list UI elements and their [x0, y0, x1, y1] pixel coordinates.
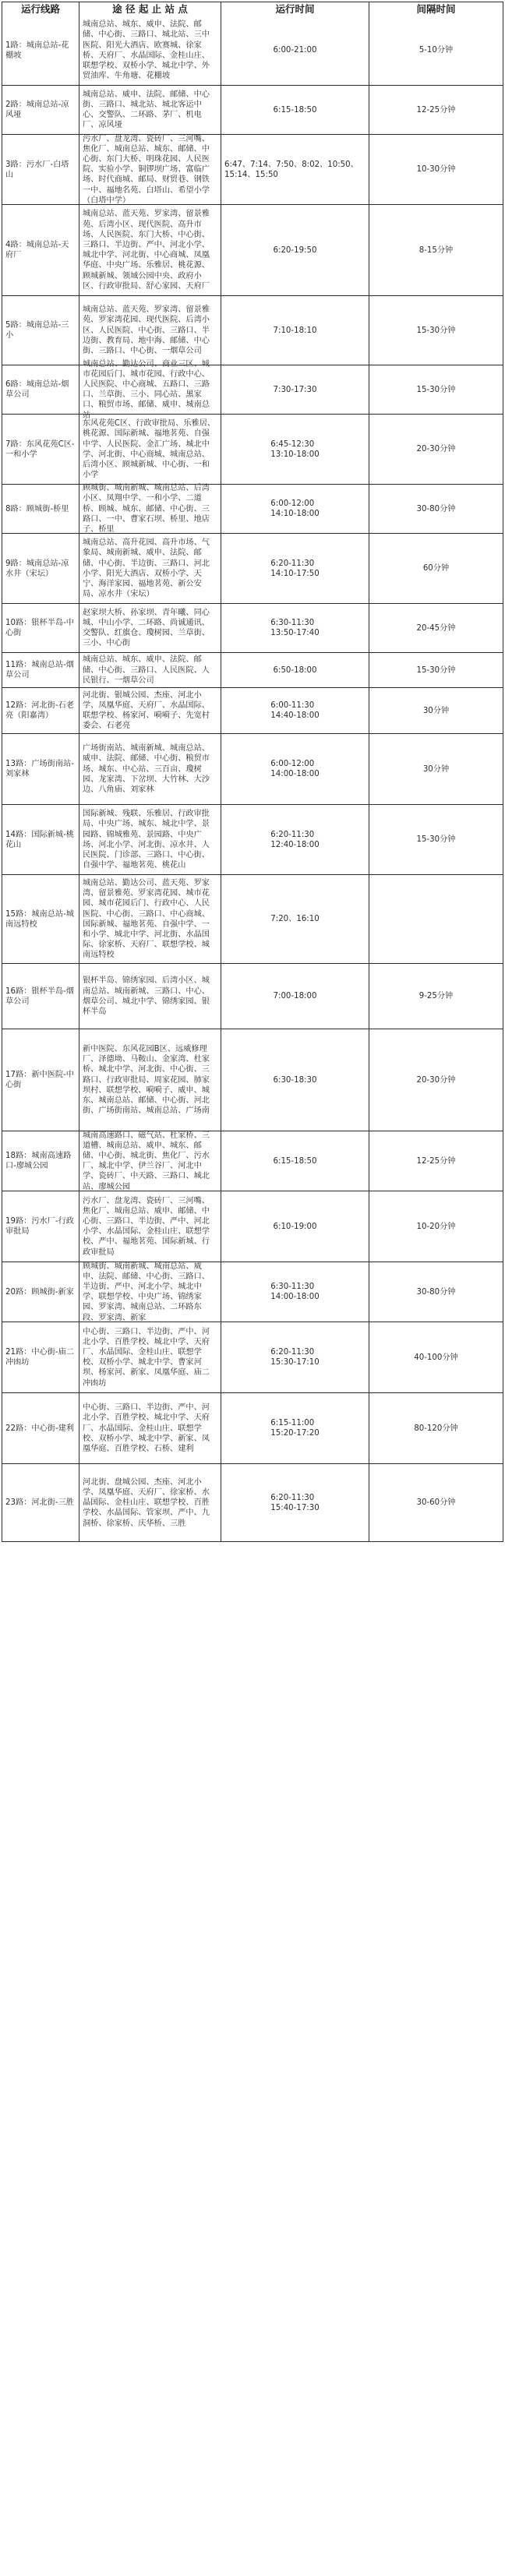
route-time — [221, 1322, 369, 1392]
route-interval: 30分钟 — [369, 734, 503, 804]
route-stops: 赵家坝大桥、孙家坝、青年曦、同心城、中山小学、二环路、尚诚通讯、交警队、红旗仓、瓊树园、兰草街、三小、中心街 — [79, 604, 221, 652]
route-line: 17路：新中医院-中心街 — [5, 1071, 74, 1090]
route-line: 4路：城南总站-天府厂 — [5, 241, 69, 260]
table-row — [2, 1191, 503, 1262]
route-interval: 30-80分钟 — [369, 1262, 503, 1322]
route-time-text: 6:20-11:30 14:10-17:50 — [270, 559, 320, 578]
route-interval: 20-45分钟 — [369, 604, 503, 652]
table-row — [2, 1463, 503, 1541]
header-time: 运行时间 — [221, 2, 369, 16]
route-line: 11路：城南总站-烟草公司 — [5, 661, 74, 680]
route-stops: 污水厂、盘龙湾、瓷砖厂、三河嘴、焦化厂、城南总站、威申、邮储、中心街、三路口、半边街、严中、河北小学、水晶国际、金桂山庄、联想学校、严中、福地茗苑、国际新城、行政审批局 — [79, 1191, 221, 1262]
table-row — [2, 295, 503, 365]
route-stops: 城南总站、威申、法院、邮储、中心街、三路口、城北站、城北客运中心、交警队、二环路、茅厂、机电厂、凉风垭 — [79, 86, 221, 134]
route-interval: 30-80分钟 — [369, 485, 503, 533]
route-line: 6路：城南总站-烟草公司 — [5, 380, 69, 400]
table-row — [2, 1131, 503, 1191]
route-stops: 城南总站、蓝天苑、罗家湾、留景雅苑、罗家湾花园、现代医院、后湾小区、人民医院、中心街、三路口、半边街、教育局、地中海、邮储、中心街、三路口、中心街、一烟草公司 — [79, 296, 221, 365]
route-time — [221, 1393, 369, 1463]
route-time-text: 6:20-19:50 — [273, 245, 317, 255]
route-line: 12路：河北街-石老亮（阳嘉湾） — [5, 701, 74, 721]
route-stops: 中心街、三路口、半边街、严中、河北小学、百胜学校、城北中学、天府厂、水晶国际、金桂山庄、联想学校、双桥小学、城北中学、新家、凤凰华庭、百胜学校、石桥、建利 — [79, 1393, 221, 1463]
route-stops: 河北街、盘城公园、杰座、河北小学、凤凰华庭、天府厂、徐家桥、水晶国际、金桂山庄、联想学校、百胜学校、水晶国际、管家坝、严中、九洞桥、徐家桥、庆华桥、三胜 — [79, 1464, 221, 1541]
route-stops: 广场街南站、城南新城、城南总站、威申、法院、邮储、中心街、粮贸市场、城东、中心站、三百亩、瓊树园、龙家湾、下岔坝、大竹林、大沙边、八角庙、刘家林 — [79, 734, 221, 804]
route-stops: 国际新城、残联、乐雅居、行政审批局、中央广场、城东、城北中学、景园路、锦城雅苑、景园路、中央广场、河北小学、河北街、凉水井、人民医院、门诊部、三路口、中心街、自强中学、福地茗苑、桃花山 — [79, 805, 221, 874]
route-line: 18路：城南高速路口-廖城公园 — [5, 1152, 72, 1171]
route-time — [221, 415, 369, 484]
table-row — [2, 134, 503, 204]
route-time-text: 6:00-21:00 — [273, 46, 317, 55]
route-line: 20路：顾城街-新家 — [5, 1287, 74, 1297]
route-time-text: 6:30-18:30 — [273, 1075, 317, 1085]
route-stops: 中心街、三路口、半边街、严中、河北小学、百胜学校、城北中学、天府厂、水晶国际、金桂山庄、联想学校、双桥小学、城北中学、曹家河坝、杨家河、新家、凤凰华庭、庙二冲凼坊 — [79, 1322, 221, 1392]
table-row — [2, 85, 503, 134]
route-time — [221, 86, 369, 134]
route-interval: 40-100分钟 — [369, 1322, 503, 1392]
route-stops: 城南总站、城东、威申、法院、邮储、中心街、三路口、城北站、三中医院、阳光大酒店、欧赛城、徐家桥、天府厂、水晶国际、金桂山庄、联想学校、双桥小学、城北中学、外贸油库、牛角塘、花棚坡 — [79, 16, 221, 85]
route-interval: 20-30分钟 — [369, 415, 503, 484]
route-stops: 东风花苑C区、行政审批局、乐雅居、桃花源、国际新城、福地茗苑、自强中学、人民医院、金汇广场、城北中学、河北街、中心商城、城南总站、后湾小区、顾城新城、中心街、一和小学 — [79, 415, 221, 484]
route-time-text: 6:20-11:30 12:40-18:00 — [270, 830, 320, 849]
route-interval: 15-30分钟 — [369, 365, 503, 414]
route-time-text: 6:00-11:30 14:40-18:00 — [270, 701, 320, 721]
route-time-text: 6:50-18:00 — [273, 665, 317, 675]
route-time — [221, 1262, 369, 1322]
route-time — [221, 875, 369, 963]
route-time-text: 6:15-11:00 15:20-17:20 — [270, 1419, 320, 1438]
route-line: 1路：城南总站-花棚坡 — [5, 41, 69, 60]
route-line: 7路：东风花苑C区-一和小学 — [5, 439, 75, 459]
header-stops: 途 径 起 止 站 点 — [79, 2, 221, 16]
route-line: 22路：中心街-建利 — [5, 1424, 74, 1433]
route-interval: 12-25分钟 — [369, 1131, 503, 1191]
header-interval: 间隔时间 — [369, 2, 503, 16]
route-time — [221, 1464, 369, 1541]
table-header-row — [2, 2, 503, 16]
route-stops: 城南总站、城东、威申、法院、邮储、中心街、三路口、人民医院、人民银行、一烟草公司 — [79, 653, 221, 687]
route-line: 15路：城南总站-城南远特校 — [5, 909, 74, 929]
route-interval: 8-15分钟 — [369, 205, 503, 295]
route-stops: 城南高速路口、磁气站、杜家桥、三道槽、城南总站、威申、城东、邮储、中心街、城北街、焦化厂、污水厂、城北中学、伊兰谷厂、河北中学、瓷砖厂、中天路、三路口、城北站、廖城公园 — [79, 1131, 221, 1191]
route-stops: 银杯半岛、锦绣家园、后湾小区、城南总站、城南新城、三路口、中心、烟草公司、城北中学、锦绣家园、银杯半岛 — [79, 964, 221, 1029]
route-time-text: 7:00-18:00 — [273, 992, 317, 1001]
route-line: 16路：银杯半岛-烟草公司 — [5, 986, 74, 1006]
table-row — [2, 874, 503, 963]
table-row — [2, 204, 503, 295]
route-time — [221, 653, 369, 687]
route-line: 8路：顾城街-桥里 — [5, 504, 69, 513]
table-row — [2, 687, 503, 733]
table-row — [2, 733, 503, 804]
table-row — [2, 652, 503, 687]
header-route: 运行线路 — [20, 3, 60, 15]
route-interval: 5-10分钟 — [369, 16, 503, 85]
route-time — [221, 205, 369, 295]
route-time — [221, 688, 369, 733]
route-interval: 30分钟 — [369, 688, 503, 733]
route-time — [221, 1131, 369, 1191]
route-interval: 15-30分钟 — [369, 653, 503, 687]
route-time — [221, 734, 369, 804]
route-time-text: 6:45-12:30 13:10-18:00 — [270, 439, 320, 459]
table-row — [2, 1262, 503, 1322]
table-row — [2, 1392, 503, 1463]
route-time — [221, 16, 369, 85]
route-stops: 河北街、银城公园、杰座、河北小学、凤凰华庭、天府厂、水晶国际、联想学校、杨家河、嗬嗬子、先宽村委会、石老亮 — [79, 688, 221, 733]
route-interval: 15-30分钟 — [369, 296, 503, 365]
bus-route-table — [2, 2, 503, 1542]
table-row — [2, 1029, 503, 1131]
route-time-text: 6:30-11:30 13:50-17:40 — [270, 619, 320, 638]
route-stops: 城南总站、勤达公司、蓝天苑、罗家湾、留景雅苑、罗家湾花园、城市花园、城市花园后门、行政中心、人民医院、中心街、三路口、中心商城、国际新城、福地茗苑、自强中学、一和小学、城北中学、河北街、水晶国际、徐家桥、天府厂、联想学校、城南远特校 — [79, 875, 221, 963]
route-stops: 城南总站、蓝天苑、罗家湾、留景雅苑、后湾小区、现代医院、高升市场、人民医院、东门大桥、中心街、三路口、半边街、严中、河北小学、城北中学、河北街、中心商城、凤凰华庭、中央广场、乐雅居、桃花源、顾城新城、领域公园中央、政府小区、行政审批局、舒心家园、天府厂 — [79, 205, 221, 295]
route-interval — [369, 875, 503, 963]
route-time-text: 6:47、7:14、7:50、8:02、10:50、15:14、15:50 — [224, 160, 358, 179]
route-stops: 顾城街、城南新城、城南总站、威申、法院、邮储、中心街、三路口、半边街、严中、河北小学、城北中学、联想学校、中央广场、锦绣家园、罗家湾、城南总站、二环路东段、罗家湾、新家 — [79, 1262, 221, 1322]
route-time-text: 6:00-12:00 14:10-18:00 — [270, 499, 320, 519]
route-time-text: 6:30-11:30 14:00-18:00 — [270, 1283, 320, 1302]
route-interval: 60分钟 — [369, 534, 503, 603]
table-row — [2, 603, 503, 652]
route-time — [221, 964, 369, 1029]
route-line: 13路：广场街南站-刘家林 — [5, 760, 74, 779]
table-row — [2, 484, 503, 533]
route-time-text: 6:15-18:50 — [273, 105, 317, 115]
route-time-text: 6:15-18:50 — [273, 1156, 317, 1166]
route-interval: 80-120分钟 — [369, 1393, 503, 1463]
route-time — [221, 805, 369, 874]
route-time-text: 6:10-19:00 — [273, 1222, 317, 1231]
route-line: 10路：银杯半岛-中心街 — [5, 619, 74, 638]
route-line: 2路：城南总站-凉风垭 — [5, 101, 69, 120]
route-interval: 20-30分钟 — [369, 1029, 503, 1131]
route-time — [221, 534, 369, 603]
route-line: 9路：城南总站-凉水井（宋坛） — [5, 559, 69, 578]
route-time — [221, 1029, 369, 1131]
route-time — [221, 604, 369, 652]
table-row — [2, 414, 503, 484]
route-interval: 10-20分钟 — [369, 1191, 503, 1262]
route-time — [221, 1191, 369, 1262]
route-time — [221, 135, 369, 204]
route-time-text: 6:00-12:00 14:00-18:00 — [270, 760, 320, 779]
route-interval: 10-30分钟 — [369, 135, 503, 204]
route-line: 14路：国际新城-桃花山 — [5, 830, 74, 849]
route-stops: 顾城街、城南新城、城南总站、后湾小区、凤翔中学、一和小学、二道桥、顾城、城东、邮储、中心街、三路口、一中、曹家石坝、桥里、地店子、桥里 — [79, 485, 221, 533]
route-interval: 30-60分钟 — [369, 1464, 503, 1541]
route-time-text: 6:20-11:30 15:40-17:30 — [270, 1493, 320, 1512]
route-stops: 污水厂、盘龙湾、瓷砖厂、三河嘴、焦化厂、城南总站、城东、邮储、中心街、东门大桥、明珠花园、人民医院、实验小学、铜锣坝广场、富临广场、时代商城、邮局、财贸巷、钢铁一中、福地名苑、白塔山、希望小学（白塔中学） — [79, 135, 221, 204]
route-stops: 城南总站、高升花园、高升市场、气象局、城南新城、威申、法院、邮储、中心街、半边街、三路口、河北小学、阳光大酒店、双桥小学、天宁、海洋家园、福地茗苑、新公安局、凉水井（宋坛） — [79, 534, 221, 603]
table-row — [2, 804, 503, 874]
table-row — [2, 533, 503, 603]
route-time-text: 6:20-11:30 15:30-17:10 — [270, 1348, 320, 1367]
route-line: 21路：中心街-庙二冲凼坊 — [5, 1348, 74, 1367]
route-time — [221, 485, 369, 533]
table-row — [2, 963, 503, 1029]
route-interval: 15-30分钟 — [369, 805, 503, 874]
route-time — [221, 296, 369, 365]
route-line: 5路：城南总站-三小 — [5, 321, 69, 341]
route-stops: 城南总站、勤达公司、商业三区、城市花园后门、城市花园、行政中心、人民医院、中心商城、五路口、三路口、兰草街、三小、同心站、黑家口、粮贸市场、邮储、威申、城南总站 — [79, 365, 221, 414]
route-line: 19路：污水厂-行政审批局 — [5, 1217, 74, 1237]
route-time — [221, 365, 369, 414]
route-line: 3路：污水厂-白塔山 — [5, 160, 69, 179]
route-time-text: 7:10-18:10 — [273, 326, 317, 335]
table-row — [2, 1322, 503, 1392]
route-interval: 9-25分钟 — [369, 964, 503, 1029]
table-row — [2, 359, 503, 420]
route-stops: 新中医院、东风花园B区、远威修理厂、泽德坳、马鞍山、金家湾、杜家桥、城北中学、河北街、中心街、三路口、行政审批局、周家花园、肺家坝村、联想学校、嗬嗬子、威申、城东、城南总站、邮储、中心街、河北街、广场街南站、城南总站、广场南 — [79, 1029, 221, 1131]
route-time-text: 7:30-17:30 — [273, 385, 317, 394]
route-time-text: 7:20、16:10 — [270, 915, 320, 924]
table-row — [2, 16, 503, 85]
route-line: 23路：河北街-三胜 — [5, 1498, 74, 1508]
route-interval: 12-25分钟 — [369, 86, 503, 134]
